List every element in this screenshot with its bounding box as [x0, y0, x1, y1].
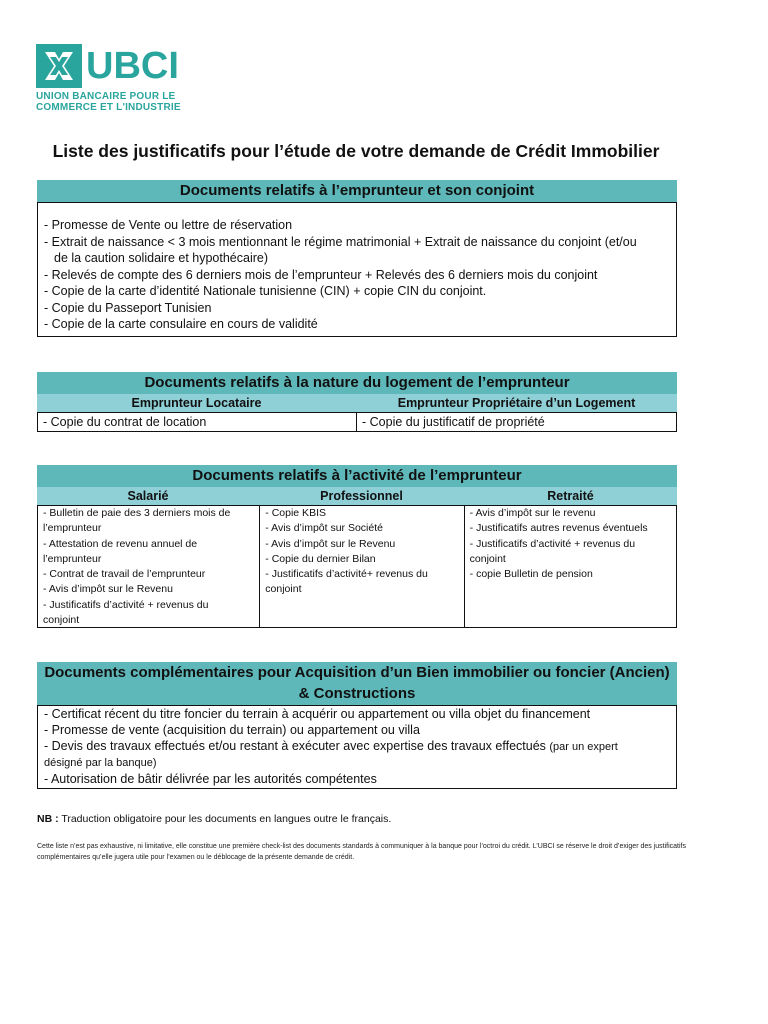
section-activity-documents: [37, 465, 677, 628]
list-item: - Copie KBIS: [265, 507, 326, 519]
list-item: - Avis d’impôt sur le revenu: [469, 507, 596, 519]
section-housing-documents: [37, 372, 677, 432]
section-body: [37, 705, 677, 789]
list-item-note-continuation: désigné par la banque): [44, 757, 157, 769]
list-item-main: - Devis des travaux effectués et/ou restant à exécuter avec expertise des travaux effectués: [44, 739, 550, 753]
list-item: - Avis d’impôt sur Société: [265, 522, 383, 535]
section-header: Documents relatifs à l’emprunteur et son conjoint: [37, 180, 677, 202]
list-item-note: (par un expert: [549, 741, 618, 753]
list-item: - Justificatifs d’activité + revenus du: [469, 537, 636, 550]
list-item: conjoint: [265, 583, 302, 596]
list-item: - Copie du dernier Bilan: [265, 552, 376, 565]
nb-text: Traduction obligatoire pour les documents en langues outre le français.: [58, 813, 392, 825]
section-borrower-documents: [37, 180, 677, 337]
list-item: - Attestation de revenu annuel de: [43, 537, 198, 550]
ubci-logo-mark-icon: [36, 44, 82, 88]
nb-label: NB :: [37, 813, 59, 825]
list-item: - copie Bulletin de pension: [469, 568, 593, 581]
list-item: conjoint: [469, 552, 506, 565]
list-item: - Copie de la carte d’identité Nationale tunisienne (CIN) + copie CIN du conjoint.: [44, 284, 487, 298]
section-header-line1: Documents complémentaires pour Acquisition d’un Bien immobilier ou foncier (Ancien): [44, 664, 670, 681]
list-item: - Certificat récent du titre foncier du terrain à acquérir ou appartement ou villa objet du financement: [44, 707, 591, 721]
subheader-row: [37, 487, 677, 505]
list-item: - Promesse de vente (acquisition du terrain) ou appartement ou villa: [44, 723, 420, 737]
table-cell: - Copie du contrat de location: [38, 413, 357, 431]
section-body: [37, 202, 677, 337]
list-item: - Contrat de travail de l’emprunteur: [43, 568, 206, 581]
logo-subtitle: [36, 91, 181, 113]
list-item: - Avis d’impôt sur le Revenu: [43, 583, 173, 596]
list-item: l’emprunteur: [43, 522, 102, 535]
section-complementary-documents: [37, 662, 677, 789]
subheader-row: [37, 394, 677, 412]
list-item: - Copie du Passeport Tunisien: [44, 300, 212, 315]
section-header-line2: & Constructions: [298, 685, 416, 702]
ubci-logo: [36, 44, 186, 114]
list-item: - Avis d’impôt sur le Revenu: [265, 537, 396, 550]
list-item: - Extrait de naissance < 3 mois mentionnant le régime matrimonial + Extrait de naissance du conjoint (et/ou: [44, 234, 637, 249]
list-item: conjoint: [43, 614, 80, 627]
list-item: - Justificatifs autres revenus éventuels: [469, 522, 648, 535]
table-cell: - Copie du justificatif de propriété: [362, 415, 545, 429]
section-header: Documents relatifs à l’activité de l’emprunteur: [37, 465, 677, 487]
list-item: - Relevés de compte des 6 derniers mois de l’emprunteur + Relevés des 6 derniers mois du conjoint: [44, 267, 598, 282]
section-header: [37, 662, 677, 705]
section-header: Documents relatifs à la nature du logement de l’emprunteur: [37, 372, 677, 394]
logo-subtitle-line2: COMMERCE ET L'INDUSTRIE: [36, 102, 181, 113]
list-item: - Autorisation de bâtir délivrée par les autorités compétentes: [44, 772, 377, 786]
list-item-continuation: de la caution solidaire et hypothécaire): [54, 251, 269, 265]
subheader-professionnel: Professionnel: [320, 489, 403, 503]
logo-wordmark: UBCI: [86, 45, 179, 87]
list-item: - Bulletin de paie des 3 derniers mois de: [43, 507, 231, 519]
nb-note: [37, 813, 391, 825]
logo-subtitle-line1: UNION BANCAIRE POUR LE: [36, 91, 176, 102]
column-salarie: [38, 506, 259, 627]
page-title: Liste des justificatifs pour l’étude de votre demande de Crédit Immobilier: [52, 141, 660, 161]
subheader-salarie: Salarié: [127, 489, 169, 503]
subheader-tenant: Emprunteur Locataire: [131, 396, 262, 410]
subheader-owner: Emprunteur Propriétaire d’un Logement: [397, 396, 636, 410]
list-item: - Justificatifs d’activité+ revenus du: [265, 568, 428, 581]
activity-table: [37, 505, 677, 628]
list-item: - Justificatifs d’activité + revenus du: [43, 598, 209, 611]
list-item: l’emprunteur: [43, 552, 102, 565]
table-row: [37, 412, 677, 432]
list-item: [44, 738, 670, 771]
list-item: - Copie de la carte consulaire en cours de validité: [44, 317, 318, 331]
disclaimer-text: Cette liste n’est pas exhaustive, ni limitative, elle constitue une première check-list des documents standards à communiquer à la banque pour l’octroi du crédit. L’UBCI se réserve le droit d’exiger des justificatifs complémentaires qu’elle jugera utile pour l’examen ou le déblocage de la présente demande de crédit.: [37, 843, 686, 861]
column-professionnel: [259, 506, 463, 627]
subheader-retraite: Retraité: [547, 489, 594, 503]
list-item: - Promesse de Vente ou lettre de réservation: [44, 218, 293, 232]
column-retraite: [464, 506, 676, 627]
